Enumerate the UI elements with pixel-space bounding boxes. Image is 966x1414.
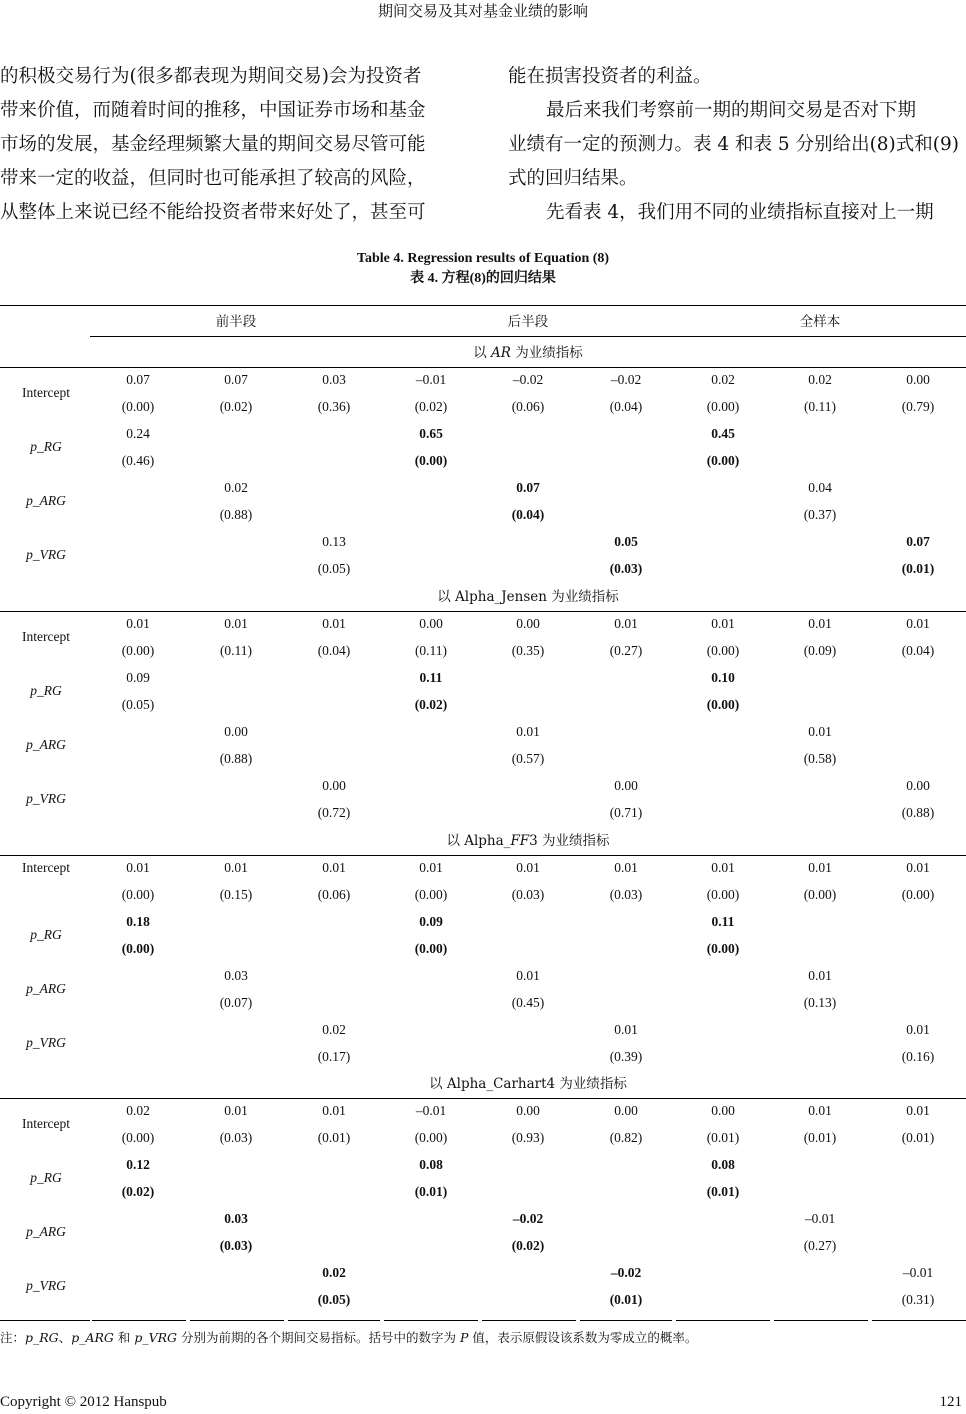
p-value-cell: (0.93)	[511, 1130, 545, 1145]
header-rule	[90, 336, 966, 337]
p-value-cell: (0.00)	[706, 643, 740, 658]
row-label: p_ARG	[26, 493, 66, 508]
coefficient-cell: –0.02	[610, 1265, 642, 1280]
p-value-cell: (0.11)	[219, 643, 253, 658]
coefficient-cell: 0.01	[322, 1103, 346, 1118]
p-value-cell: (0.00)	[803, 887, 837, 902]
coefficient-cell: 0.01	[906, 1022, 930, 1037]
section-title	[429, 1076, 627, 1092]
coefficient-cell: 0.65	[419, 426, 443, 441]
coefficient-cell: 0.01	[808, 616, 832, 631]
row-label: p_RG	[30, 1170, 62, 1185]
coefficient-cell: 0.24	[126, 426, 150, 441]
p-value-cell: (0.00)	[414, 453, 448, 468]
coefficient-cell: 0.01	[906, 616, 930, 631]
coefficient-cell: 0.01	[516, 968, 540, 983]
p-value-cell: (0.03)	[609, 561, 643, 576]
coefficient-cell: 0.00	[614, 778, 638, 793]
p-value-cell: (0.00)	[414, 887, 448, 902]
footnote-var: P	[459, 1330, 469, 1345]
running-head: 期间交易及其对基金业绩的影响	[377, 2, 588, 20]
row-label: p_VRG	[26, 1278, 66, 1293]
p-value-cell: (0.00)	[706, 453, 740, 468]
body-text-right-column	[508, 60, 966, 230]
p-value-cell: (0.03)	[219, 1130, 253, 1145]
coefficient-cell: –0.01	[804, 1211, 836, 1226]
p-value-cell: (0.00)	[121, 941, 155, 956]
coefficient-cell: –0.02	[512, 372, 544, 387]
table-bottom-rule	[580, 1320, 672, 1321]
section-rule	[0, 611, 966, 612]
p-value-cell: (0.00)	[414, 941, 448, 956]
p-value-cell: (0.46)	[121, 453, 155, 468]
p-value-cell: (0.37)	[803, 507, 837, 522]
coefficient-cell: 0.07	[516, 480, 540, 495]
paragraph-line: 业绩有一定的预测力。表 4 和表 5 分别给出(8)式和(9)	[508, 134, 959, 155]
footnote-text: 、	[58, 1330, 72, 1345]
coefficient-cell: 0.07	[224, 372, 248, 387]
table-caption-english: Table 4. Regression results of Equation (8)	[356, 251, 610, 266]
p-value-cell: (0.05)	[317, 561, 351, 576]
coefficient-cell: 0.11	[711, 914, 735, 929]
p-value-cell: (0.05)	[317, 1292, 351, 1307]
section-title-text: 以	[473, 345, 492, 361]
row-label: p_ARG	[26, 1224, 66, 1239]
paragraph-line: 最后来我们考察前一期的期间交易是否对下期	[546, 100, 917, 121]
footnote-text: 注：	[0, 1330, 26, 1345]
coefficient-cell: 0.01	[614, 860, 638, 875]
coefficient-cell: 0.01	[224, 616, 248, 631]
table-bottom-rule	[0, 1320, 90, 1321]
paragraph-line: 的积极交易行为(很多都表现为期间交易)会为投资者	[0, 66, 422, 87]
table-footnote	[0, 1330, 697, 1346]
coefficient-cell: 0.07	[126, 372, 150, 387]
coefficient-cell: 0.01	[126, 616, 150, 631]
p-value-cell: (0.82)	[609, 1130, 643, 1145]
row-label: Intercept	[22, 1116, 70, 1131]
table-bottom-rule	[384, 1320, 478, 1321]
p-value-cell: (0.02)	[511, 1238, 545, 1253]
p-value-cell: (0.00)	[414, 1130, 448, 1145]
table-bottom-rule	[92, 1320, 186, 1321]
page-number: 121	[939, 1394, 962, 1410]
coefficient-cell: 0.00	[614, 1103, 638, 1118]
coefficient-cell: –0.02	[610, 372, 642, 387]
coefficient-cell: 0.00	[906, 372, 930, 387]
coefficient-cell: 0.01	[808, 860, 832, 875]
p-value-cell: (0.39)	[609, 1049, 643, 1064]
table-bottom-rule	[774, 1320, 868, 1321]
coefficient-cell: –0.02	[512, 1211, 544, 1226]
coefficient-cell: 0.09	[419, 914, 443, 929]
p-value-cell: (0.06)	[317, 887, 351, 902]
coefficient-cell: 0.02	[322, 1022, 346, 1037]
coefficient-cell: 0.08	[419, 1157, 443, 1172]
p-value-cell: (0.79)	[901, 399, 935, 414]
p-value-cell: (0.01)	[317, 1130, 351, 1145]
coefficient-cell: –0.01	[415, 372, 447, 387]
paragraph-line: 从整体上来说已经不能给投资者带来好处了，甚至可	[0, 202, 426, 223]
paragraph-line: 带来价值，而随着时间的推移，中国证券市场和基金	[0, 100, 426, 121]
p-value-cell: (0.15)	[219, 887, 253, 902]
coefficient-cell: –0.01	[902, 1265, 934, 1280]
p-value-cell: (0.00)	[121, 1130, 155, 1145]
coefficient-cell: 0.10	[711, 670, 735, 685]
coefficient-cell: 0.05	[614, 534, 638, 549]
footnote-var: p_RG	[25, 1330, 59, 1345]
row-label: p_RG	[30, 683, 62, 698]
section-title	[473, 345, 583, 361]
row-label: p_ARG	[26, 981, 66, 996]
coefficient-cell: 0.01	[224, 860, 248, 875]
p-value-cell: (0.06)	[511, 399, 545, 414]
p-value-cell: (0.71)	[609, 805, 643, 820]
row-label: p_VRG	[26, 791, 66, 806]
coefficient-cell: 0.01	[906, 860, 930, 875]
table-bottom-rule	[676, 1320, 770, 1321]
coefficient-cell: 0.00	[711, 1103, 735, 1118]
coefficient-cell: 0.03	[322, 372, 346, 387]
p-value-cell: (0.36)	[317, 399, 351, 414]
p-value-cell: (0.09)	[803, 643, 837, 658]
table-caption-chinese: 表 4. 方程(8)的回归结果	[410, 271, 556, 286]
p-value-cell: (0.01)	[901, 1130, 935, 1145]
footnote-var: p_VRG	[134, 1330, 178, 1345]
coefficient-cell: 0.01	[419, 860, 443, 875]
coefficient-cell: 0.01	[808, 968, 832, 983]
coefficient-cell: 0.01	[614, 1022, 638, 1037]
coefficient-cell: 0.01	[126, 860, 150, 875]
period-header: 后半段	[507, 314, 549, 330]
coefficient-cell: 0.00	[516, 1103, 540, 1118]
table-bottom-rule	[482, 1320, 576, 1321]
p-value-cell: (0.16)	[901, 1049, 935, 1064]
p-value-cell: (0.00)	[121, 887, 155, 902]
p-value-cell: (0.01)	[414, 1184, 448, 1199]
coefficient-cell: 0.01	[516, 724, 540, 739]
coefficient-cell: 0.12	[126, 1157, 150, 1172]
coefficient-cell: 0.02	[808, 372, 832, 387]
p-value-cell: (0.02)	[219, 399, 253, 414]
paragraph-line: 能在损害投资者的利益。	[508, 66, 712, 87]
p-value-cell: (0.45)	[511, 995, 545, 1010]
coefficient-cell: 0.03	[224, 968, 248, 983]
p-value-cell: (0.02)	[414, 399, 448, 414]
section-title-text: 以 Alpha_Carhart4 为业绩指标	[429, 1076, 627, 1092]
coefficient-cell: 0.02	[711, 372, 735, 387]
coefficient-cell: 0.01	[808, 724, 832, 739]
coefficient-cell: 0.01	[516, 860, 540, 875]
coefficient-cell: 0.00	[906, 778, 930, 793]
row-label: Intercept	[22, 385, 70, 400]
row-label: p_VRG	[26, 547, 66, 562]
p-value-cell: (0.02)	[414, 697, 448, 712]
coefficient-cell: 0.00	[224, 724, 248, 739]
p-value-cell: (0.00)	[706, 399, 740, 414]
table-top-rule	[0, 305, 966, 306]
coefficient-cell: 0.01	[322, 860, 346, 875]
coefficient-cell: 0.01	[906, 1103, 930, 1118]
p-value-cell: (0.72)	[317, 805, 351, 820]
p-value-cell: (0.04)	[901, 643, 935, 658]
p-value-cell: (0.35)	[511, 643, 545, 658]
coefficient-cell: 0.01	[322, 616, 346, 631]
period-header: 前半段	[215, 314, 257, 330]
p-value-cell: (0.05)	[121, 697, 155, 712]
coefficient-cell: 0.08	[711, 1157, 735, 1172]
coefficient-cell: 0.07	[906, 534, 930, 549]
p-value-cell: (0.00)	[706, 887, 740, 902]
period-header: 全样本	[799, 314, 841, 330]
section-rule	[0, 1098, 966, 1099]
p-value-cell: (0.01)	[901, 561, 935, 576]
section-title	[437, 589, 619, 605]
coefficient-cell: 0.01	[614, 616, 638, 631]
paragraph-line: 先看表 4，我们用不同的业绩指标直接对上一期	[546, 202, 934, 223]
section-rule	[0, 367, 966, 368]
p-value-cell: (0.58)	[803, 751, 837, 766]
coefficient-cell: 0.01	[711, 860, 735, 875]
coefficient-cell: 0.01	[808, 1103, 832, 1118]
section-title-var: FF	[510, 833, 530, 849]
p-value-cell: (0.00)	[121, 643, 155, 658]
coefficient-cell: 0.04	[808, 480, 832, 495]
p-value-cell: (0.01)	[706, 1184, 740, 1199]
row-label: p_RG	[30, 927, 62, 942]
p-value-cell: (0.13)	[803, 995, 837, 1010]
p-value-cell: (0.01)	[609, 1292, 643, 1307]
coefficient-cell: 0.03	[224, 1211, 248, 1226]
section-title-text: 为业绩指标	[510, 345, 583, 361]
coefficient-cell: –0.01	[415, 1103, 447, 1118]
p-value-cell: (0.57)	[511, 751, 545, 766]
coefficient-cell: 0.00	[322, 778, 346, 793]
coefficient-cell: 0.00	[419, 616, 443, 631]
coefficient-cell: 0.02	[126, 1103, 150, 1118]
p-value-cell: (0.01)	[706, 1130, 740, 1145]
p-value-cell: (0.27)	[609, 643, 643, 658]
table-bottom-rule	[872, 1320, 966, 1321]
p-value-cell: (0.04)	[609, 399, 643, 414]
p-value-cell: (0.11)	[803, 399, 837, 414]
p-value-cell: (0.27)	[803, 1238, 837, 1253]
body-text-left-column	[0, 60, 462, 230]
footnote-text: 分别为前期的各个期间交易指标。括号中的数字为	[177, 1330, 460, 1345]
p-value-cell: (0.03)	[219, 1238, 253, 1253]
section-title-var: AR	[491, 345, 511, 361]
row-label: p_ARG	[26, 737, 66, 752]
row-label: Intercept	[22, 629, 70, 644]
coefficient-cell: 0.02	[224, 480, 248, 495]
coefficient-cell: 0.45	[711, 426, 735, 441]
p-value-cell: (0.31)	[901, 1292, 935, 1307]
section-title-text: 以 Alpha_Jensen 为业绩指标	[437, 589, 619, 605]
footnote-var: p_ARG	[71, 1330, 114, 1345]
row-label: p_VRG	[26, 1035, 66, 1050]
coefficient-cell: 0.00	[516, 616, 540, 631]
coefficient-cell: 0.09	[126, 670, 150, 685]
footnote-text: 和	[113, 1330, 135, 1345]
table-bottom-rule	[288, 1320, 380, 1321]
section-rule	[0, 855, 966, 856]
p-value-cell: (0.17)	[317, 1049, 351, 1064]
p-value-cell: (0.02)	[121, 1184, 155, 1199]
p-value-cell: (0.04)	[317, 643, 351, 658]
p-value-cell: (0.00)	[706, 941, 740, 956]
section-title-text: 3 为业绩指标	[529, 833, 610, 849]
coefficient-cell: 0.01	[711, 616, 735, 631]
p-value-cell: (0.00)	[706, 697, 740, 712]
section-title-text: 以 Alpha_	[446, 833, 511, 849]
coefficient-cell: 0.01	[224, 1103, 248, 1118]
coefficient-cell: 0.18	[126, 914, 150, 929]
coefficient-cell: 0.02	[322, 1265, 346, 1280]
copyright-footer: Copyright © 2012 Hanspub	[0, 1394, 167, 1410]
section-title	[446, 833, 609, 849]
p-value-cell: (0.88)	[219, 751, 253, 766]
p-value-cell: (0.03)	[609, 887, 643, 902]
table-bottom-rule	[190, 1320, 284, 1321]
coefficient-cell: 0.13	[322, 534, 346, 549]
p-value-cell: (0.00)	[901, 887, 935, 902]
paragraph-line: 市场的发展，基金经理频繁大量的期间交易尽管可能	[0, 134, 426, 155]
coefficient-cell: 0.11	[419, 670, 443, 685]
p-value-cell: (0.07)	[219, 995, 253, 1010]
p-value-cell: (0.01)	[803, 1130, 837, 1145]
p-value-cell: (0.00)	[121, 399, 155, 414]
row-label: p_RG	[30, 439, 62, 454]
footnote-text: 值，表示原假设该系数为零成立的概率。	[468, 1330, 698, 1345]
row-label: Intercept	[22, 860, 70, 875]
paragraph-line: 式的回归结果。	[508, 168, 638, 189]
p-value-cell: (0.03)	[511, 887, 545, 902]
p-value-cell: (0.04)	[511, 507, 545, 522]
p-value-cell: (0.88)	[901, 805, 935, 820]
p-value-cell: (0.11)	[414, 643, 448, 658]
paragraph-line: 带来一定的收益，但同时也可能承担了较高的风险，	[0, 168, 426, 189]
p-value-cell: (0.88)	[219, 507, 253, 522]
